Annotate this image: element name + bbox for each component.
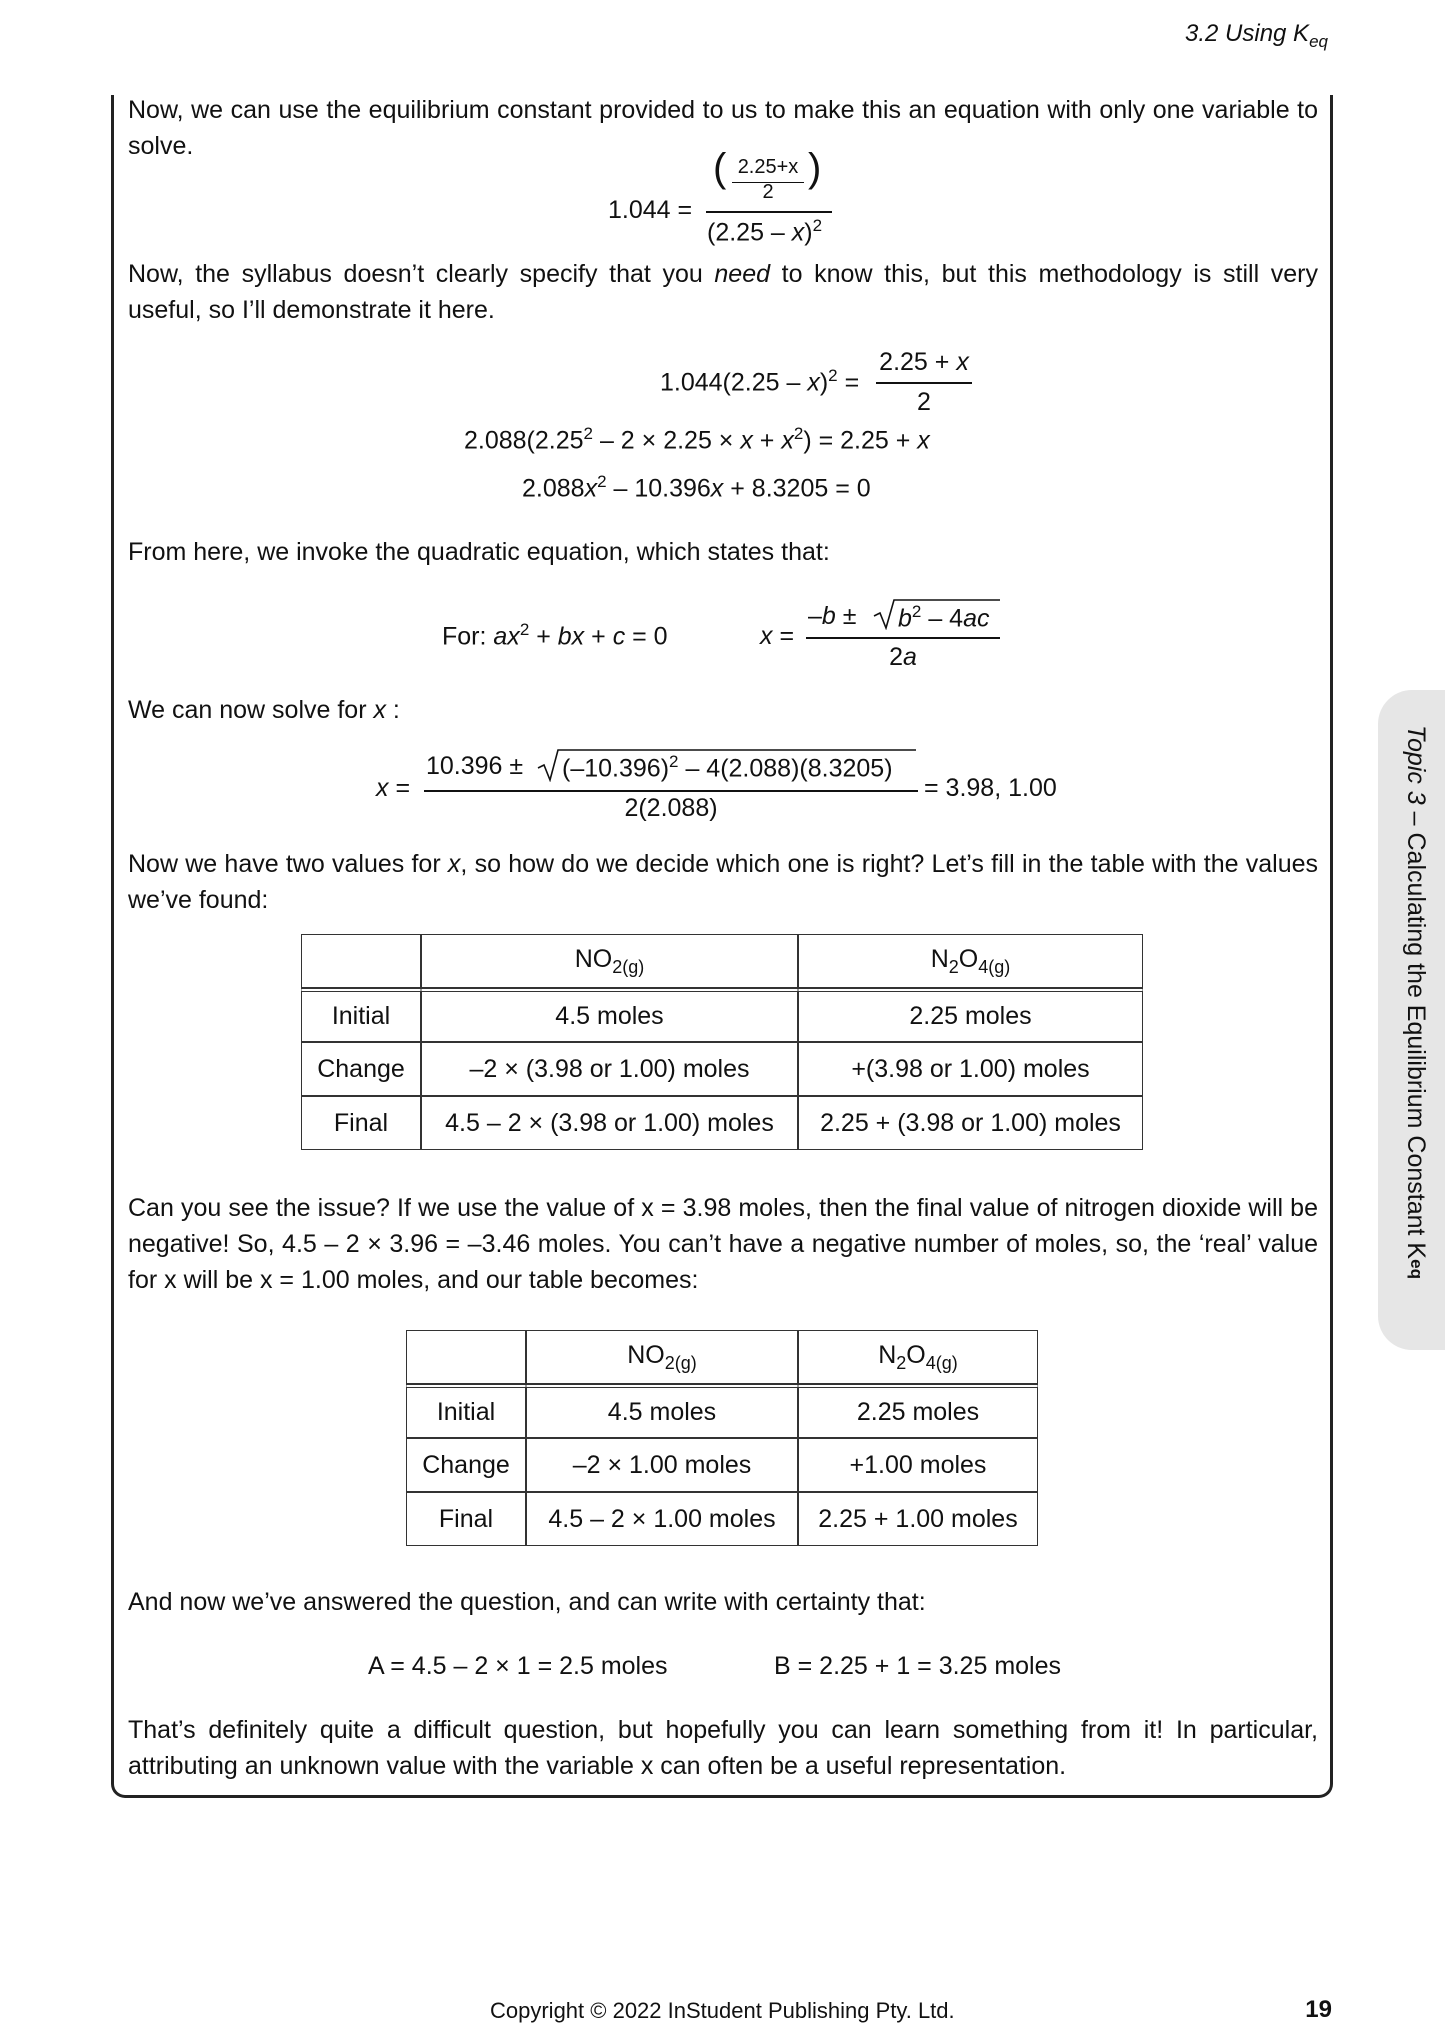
paragraph-intro: Now, we can use the equilibrium constant provided to us to make this an equation with only one variable to solve. — [128, 96, 1318, 160]
paragraph-issue: Can you see the issue? If we use the value of x = 3.98 moles, then the final value of nitrogen dioxide will be negative! So, 4.5 – 2 × 3.96 = –3.46 moles. You can’t have a negative number of moles, so, the ‘real’ value for x will be x = 1.00 moles, and our table becomes: — [128, 1194, 1318, 1294]
paragraph-quadratic: From here, we invoke the quadratic equation, which states that: — [128, 538, 830, 566]
eq2-num: 2.25 + x — [879, 348, 969, 376]
eq1-den: (2.25 – x)$^2$ — [707, 216, 823, 247]
table-header-n2o4: $N_2O_{4(g)}$ — [798, 934, 1143, 988]
table-row: Initial 4.5 moles 2.25 moles — [406, 1384, 1038, 1438]
paragraph-conclusion: That’s definitely quite a difficult question, but hopefully you can learn something from it! In particular, attributing an unknown value with the variable x can often be a useful representation. — [128, 1716, 1318, 1780]
ice-table-1 — [301, 934, 1143, 1150]
quad-radicand: $b^2 - 4ac$ — [898, 602, 990, 633]
table-row: Final 4.5 – 2 × 1.00 moles 2.25 + 1.00 moles — [406, 1492, 1038, 1546]
paragraph-syllabus: Now, the syllabus doesn’t clearly specify that you need to know this, but this methodology is still very useful, so I’ll demonstrate it here. — [128, 260, 1319, 324]
eq3: $2.088(2.25^2 - 2 \times 2.25 \times x + x^2) = 2.25 + x$ — [464, 424, 930, 455]
sol-den: 2(2.088) — [624, 794, 718, 822]
eq2-lhs: 1.044(2.25 – x)$^2$ = — [660, 366, 860, 397]
quadratic-general-form: For: $ax^2$ + bx + c = 0 — [442, 620, 668, 651]
quad-x-eq: x = — [760, 622, 795, 650]
table-row: Change –2 × (3.98 or 1.00) moles +(3.98 or 1.00) moles — [301, 1042, 1143, 1096]
table-header-no2: $NO_{2(g)}$ — [421, 934, 798, 988]
copyright-footer: Copyright © 2022 InStudent Publishing Pty. Ltd. — [490, 1998, 955, 2023]
topic-side-label: Topic 3 – Calculating the Equilibrium Constant Keq — [1402, 725, 1430, 1279]
eq1-inner-num: 2.25+x — [737, 156, 799, 178]
result-a: A = 4.5 – 2 × 1 = 2.5 moles — [368, 1652, 668, 1680]
eq1-inner-den: 2 — [762, 181, 774, 203]
paragraph-two-values: Now we have two values for x, so how do we decide which one is right? Let’s fill in the table with the values we’ve found: — [128, 850, 1319, 914]
sol-result: = 3.98, 1.00 — [924, 774, 1057, 802]
sol-num-pre: 10.396 ± — [426, 752, 524, 780]
table-row: Change –2 × 1.00 moles +1.00 moles — [406, 1438, 1038, 1492]
table-header-blank — [301, 934, 421, 988]
page-header: 3.2 Using $K_{eq}$ — [1185, 20, 1328, 51]
eq1-lhs: 1.044 = — [608, 196, 693, 224]
quad-numerator: –b ± — [808, 602, 857, 630]
table-header-n2o4: $N_2O_{4(g)}$ — [798, 1330, 1038, 1384]
table-header-blank — [406, 1330, 526, 1384]
result-b: B = 2.25 + 1 = 3.25 moles — [774, 1652, 1061, 1680]
ice-table-2 — [406, 1330, 1038, 1546]
table-header-no2: $NO_{2(g)}$ — [526, 1330, 798, 1384]
sol-x-eq: x = — [376, 774, 411, 802]
quad-den: 2a — [889, 643, 917, 671]
paragraph-answered: And now we’ve answered the question, and can write with certainty that: — [128, 1588, 926, 1616]
eq4: $2.088x^2 - 10.396x + 8.3205 = 0$ — [522, 472, 871, 503]
sol-radicand: $(-10.396)^2 - 4(2.088)(8.3205)$ — [562, 752, 893, 783]
paragraph-solve: We can now solve for x : — [128, 696, 400, 724]
table-row: Initial 4.5 moles 2.25 moles — [301, 988, 1143, 1042]
page-number: 19 — [1305, 1996, 1332, 2023]
eq2-den: 2 — [917, 388, 931, 416]
table-row: Final 4.5 – 2 × (3.98 or 1.00) moles 2.25 + (3.98 or 1.00) moles — [301, 1096, 1143, 1150]
